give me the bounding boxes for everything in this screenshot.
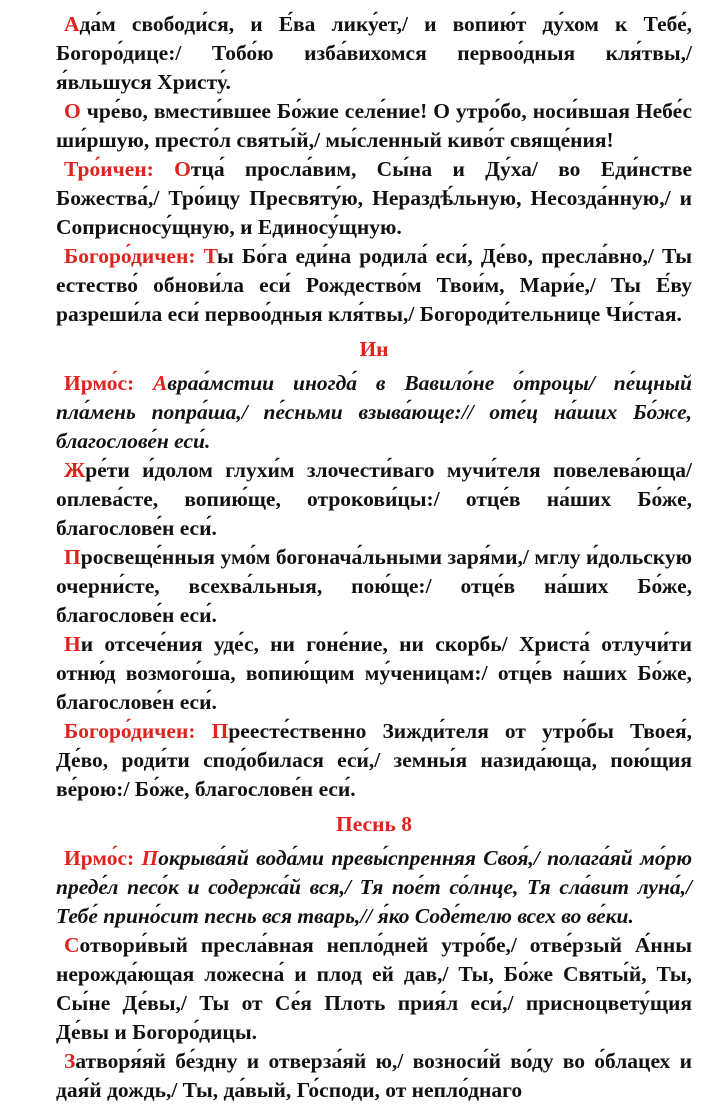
troparion-text: ы Бо́га еди́на родила́ еси́, Де́во, пресла́вно,/ Ты естество́ обнови́ла еси́ Рождество́м Твои́м, Мари́е,/ Ты Е́ву разреши́ла еси́ первоо́дныя кля́твы,/ Богороди́тельнице Чи́стая. — [56, 244, 693, 326]
troparion-text: атворя́яй бе́здну и отверза́яй ю,/ возноси́й во́ду во о́блацех и дая́й дождь,/ Ты, да́вый, Го́споди, от непло́днаго — [56, 1049, 692, 1102]
troparion-martyrs — [56, 630, 692, 717]
rubric-label: Ирмо́с: — [64, 371, 154, 395]
irmos-covering — [56, 844, 692, 931]
irmos-abraham — [56, 369, 692, 456]
drop-initial: П — [141, 846, 159, 870]
theotokion — [56, 242, 692, 329]
rubric-label: Тро́ичен: О — [64, 157, 191, 181]
drop-initial: А — [64, 12, 80, 36]
rubric-label: Богоро́дичен: П — [64, 719, 229, 743]
irmos-text: окрыва́яй вода́ми превы́спренняя Своя́,/ полага́яй мо́рю преде́л песо́к и содержа́й вся,/ Тя пое́т со́лнце, Тя сла́вит луна́,/ Тебе́ прино́сит песнь вся тварь,// я́ко Соде́телю всех во ве́ки. — [56, 846, 693, 928]
troparion-text: отвори́вый пресла́вная непло́дней утро́бе,/ отве́рзый А́нны нерожда́ющая ложесна́ и плод ей дав,/ Ты, Бо́же Святы́й, Ты, Сы́не Де́вы,/ Ты от Се́я Плоть прия́л еси́,/ присноцвету́щия Де́вы и Богоро́дицы. — [56, 933, 692, 1044]
drop-initial: З — [64, 1049, 76, 1073]
troparion-priests — [56, 456, 692, 543]
troparion-created — [56, 931, 692, 1047]
drop-initial: С — [64, 933, 80, 957]
troparion-enlightened — [56, 543, 692, 630]
section-heading-ode-8: Песнь 8 — [336, 812, 412, 836]
troparion-text: тца́ просла́вим, Сы́на и Ду́ха/ во Еди́нстве Божества́,/ Тро́ицу Пресвяту́ю, Нераздѣ́льную, Несозда́нную,/ и Соприсносу́щную, и Единосу́щную. — [56, 157, 692, 239]
drop-initial: А — [153, 371, 168, 395]
drop-initial: О — [64, 99, 81, 123]
drop-initial: П — [64, 545, 81, 569]
troparion-adam — [56, 10, 692, 97]
troparion-text: реесте́ственно Зижди́теля от утро́бы Твоея́, Де́во, роди́ти спод́обилася еси́,/ земны́я назида́юща, пою́щия ве́рою:/ Бо́же, благослове́н еси́. — [56, 719, 693, 801]
rubric-label: Ирмо́с: — [64, 846, 142, 870]
theotokion-2 — [56, 717, 692, 804]
troparion-text: чре́во, вмести́вшее Бо́жие селе́ние! О утро́бо, носи́вшая Небе́с ши́ршую, престо́л святы́й,/ мы́сленный киво́т свяще́ния! — [56, 99, 692, 152]
troparion-text: да́м свободи́ся, и Е́ва лику́ет,/ и вопию́т ду́хом к Тебе́, Богоро́дице:/ Тобо́ю изба́вихомся первоо́дныя кля́твы,/ я́вльшуся Христу́. — [56, 12, 692, 94]
troparion-womb — [56, 97, 692, 155]
troparion-text: росвеще́нныя умо́м богонача́льными заря́ми,/ мглу и́дольскую очерни́сте, всехва́льныя, пою́ще:/ отце́в на́ших Бо́же, благослове́н еси́. — [56, 545, 692, 627]
drop-initial: Ж — [64, 458, 86, 482]
troparion-abyss — [56, 1047, 692, 1105]
trinity-hymn — [56, 155, 692, 242]
troparion-text: ре́ти и́долом глухи́м злочести́ваго мучи́теля повелева́юща/ оплева́сте, вопию́ще, отрокови́цы:/ отце́в на́ших Бо́же, благослове́н еси́. — [56, 458, 692, 540]
drop-initial: Н — [64, 632, 81, 656]
irmos-text: враа́мстии иногда́ в Вавило́не о́троцы/ пе́щный пла́мень попра́ша,/ пе́сньми взыва́юще:// оте́ц на́ших Бо́же, благослове́н еси́. — [56, 371, 692, 453]
troparion-text: и отсече́ния уде́с, ни гоне́ние, ни скорбь/ Христа́ отлучи́ти отню́д возмого́ша, вопию́щим му́ченицам:/ отце́в на́ших Бо́же, благослове́н еси́. — [56, 632, 692, 714]
section-heading-in: Ин — [359, 337, 389, 361]
rubric-label: Богоро́дичен: Т — [64, 244, 217, 268]
